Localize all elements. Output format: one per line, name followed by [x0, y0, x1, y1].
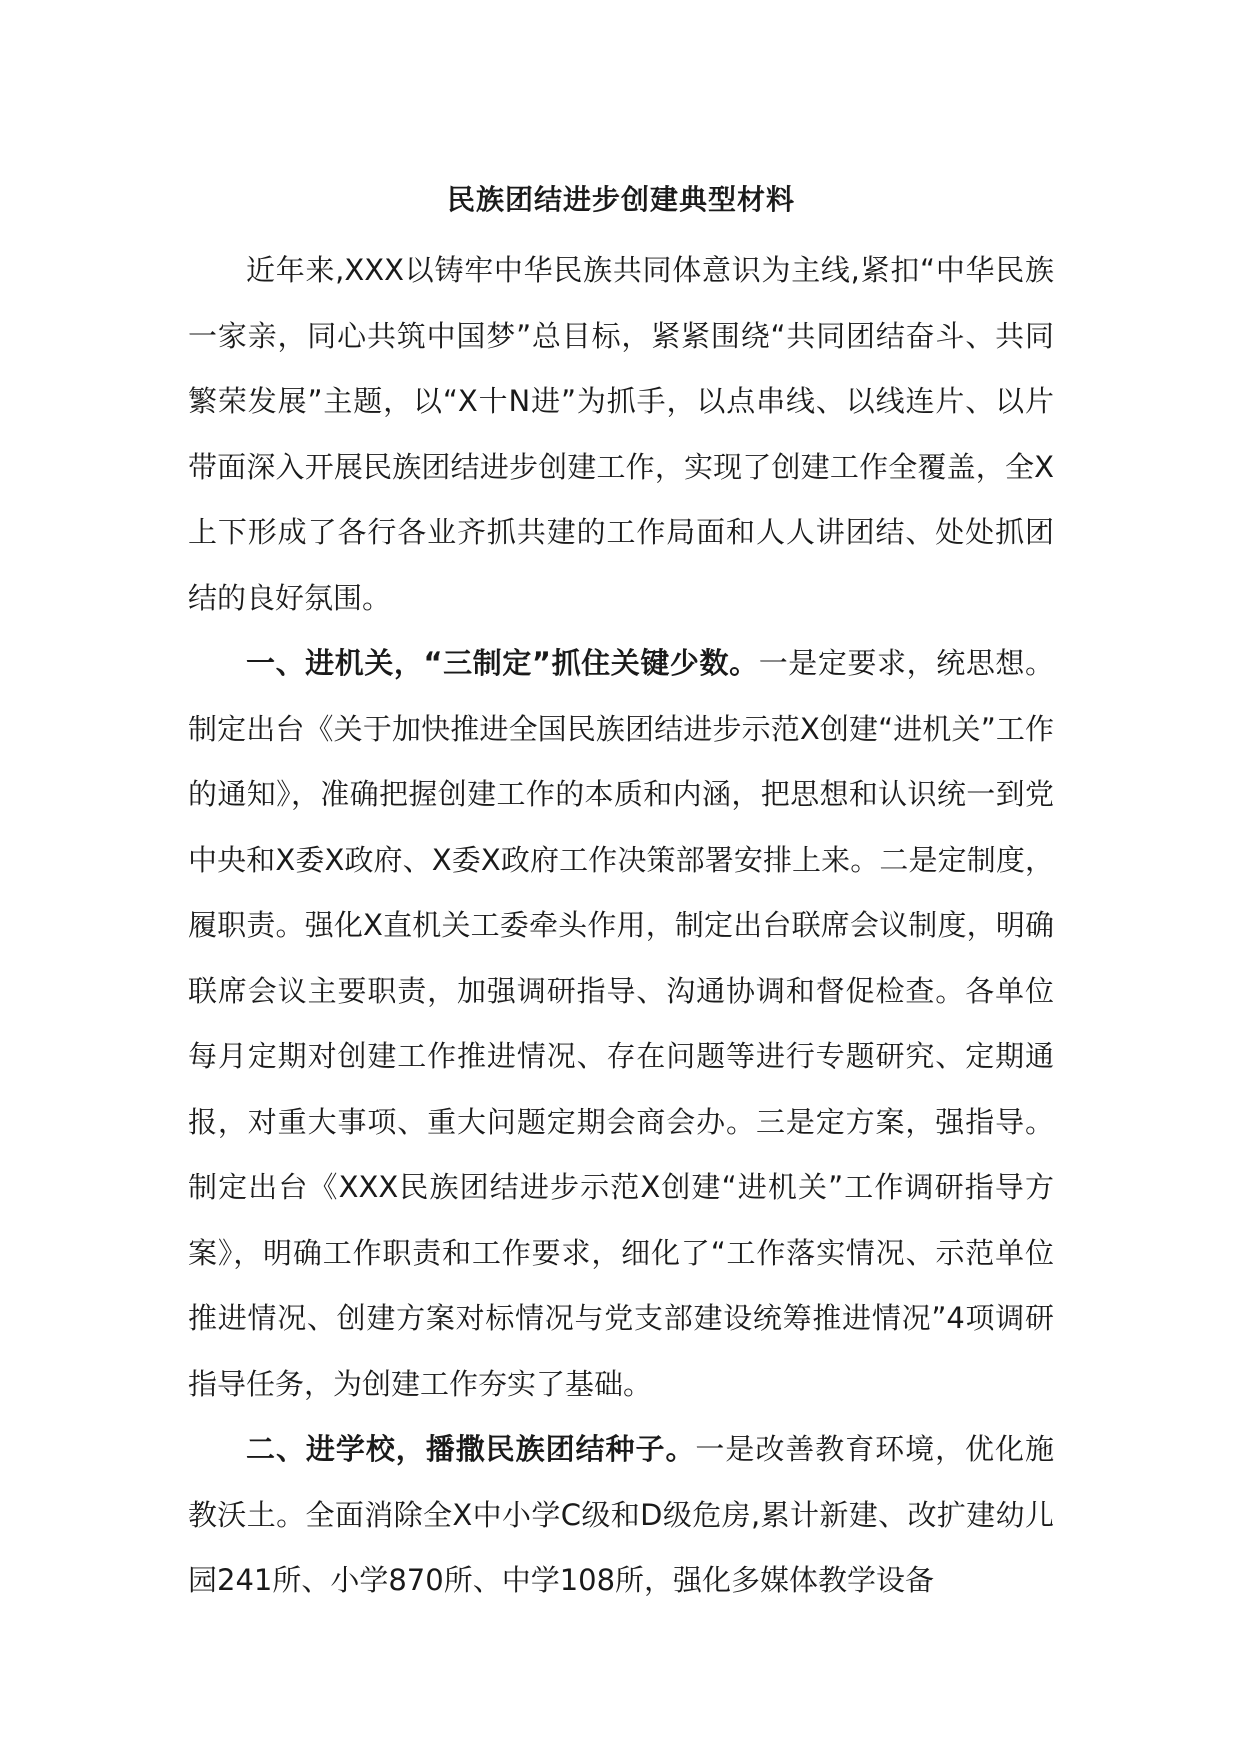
paragraph-text: 一是定要求，统思想。制定出台《关于加快推进全国民族团结进步示范X创建“进机关”工作的通知》，准确把握创建工作的本质和内涵，把思想和认识统一到党中央和X委X政府、X委X政府工作决策部署安排上来。二是定制度，履职责。强化X直机关工委牵头作用，制定出台联席会议制度，明确联席会议主要职责，加强调研指导、沟通协调和督促检查。各单位每月定期对创建工作推进情况、存在问题等进行专题研究、定期通报，对重大事项、重大问题定期会商会办。三是定方案，强指导。制定出台《XXX民族团结进步示范X创建“进机关”工作调研指导方案》，明确工作职责和工作要求，细化了“工作落实情况、示范单位推进情况、创建方案对标情况与党支部建设统筹推进情况”4项调研指导任务，为创建工作夯实了基础。: [188, 646, 1054, 1401]
document-title: 民族团结进步创建典型材料: [446, 183, 795, 216]
paragraph-text: 一是改善教育环境，优化施教沃土。全面消除全X中小学C级和D级危房,累计新建、改扩建幼儿园241所、小学870所、中学108所，强化多媒体教学设备: [188, 1432, 1054, 1597]
paragraph-intro: [188, 238, 1054, 631]
section-heading-1: 一、进机关，“三制定”抓住关键少数。: [246, 646, 759, 680]
document-page: [188, 170, 1054, 1614]
section-heading-2: 二、进学校，播撒民族团结种子。: [246, 1432, 696, 1466]
paragraph-section-1: [188, 631, 1054, 1417]
paragraph-section-2: [188, 1417, 1054, 1614]
paragraph-text: 近年来,XXX以铸牢中华民族共同体意识为主线,紧扣“中华民族一家亲，同心共筑中国梦”总目标，紧紧围绕“共同团结奋斗、共同繁荣发展”主题，以“X十N进”为抓手，以点串线、以线连片、以片带面深入开展民族团结进步创建工作，实现了创建工作全覆盖，全X上下形成了各行各业齐抓共建的工作局面和人人讲团结、处处抓团结的良好氛围。: [188, 253, 1054, 615]
